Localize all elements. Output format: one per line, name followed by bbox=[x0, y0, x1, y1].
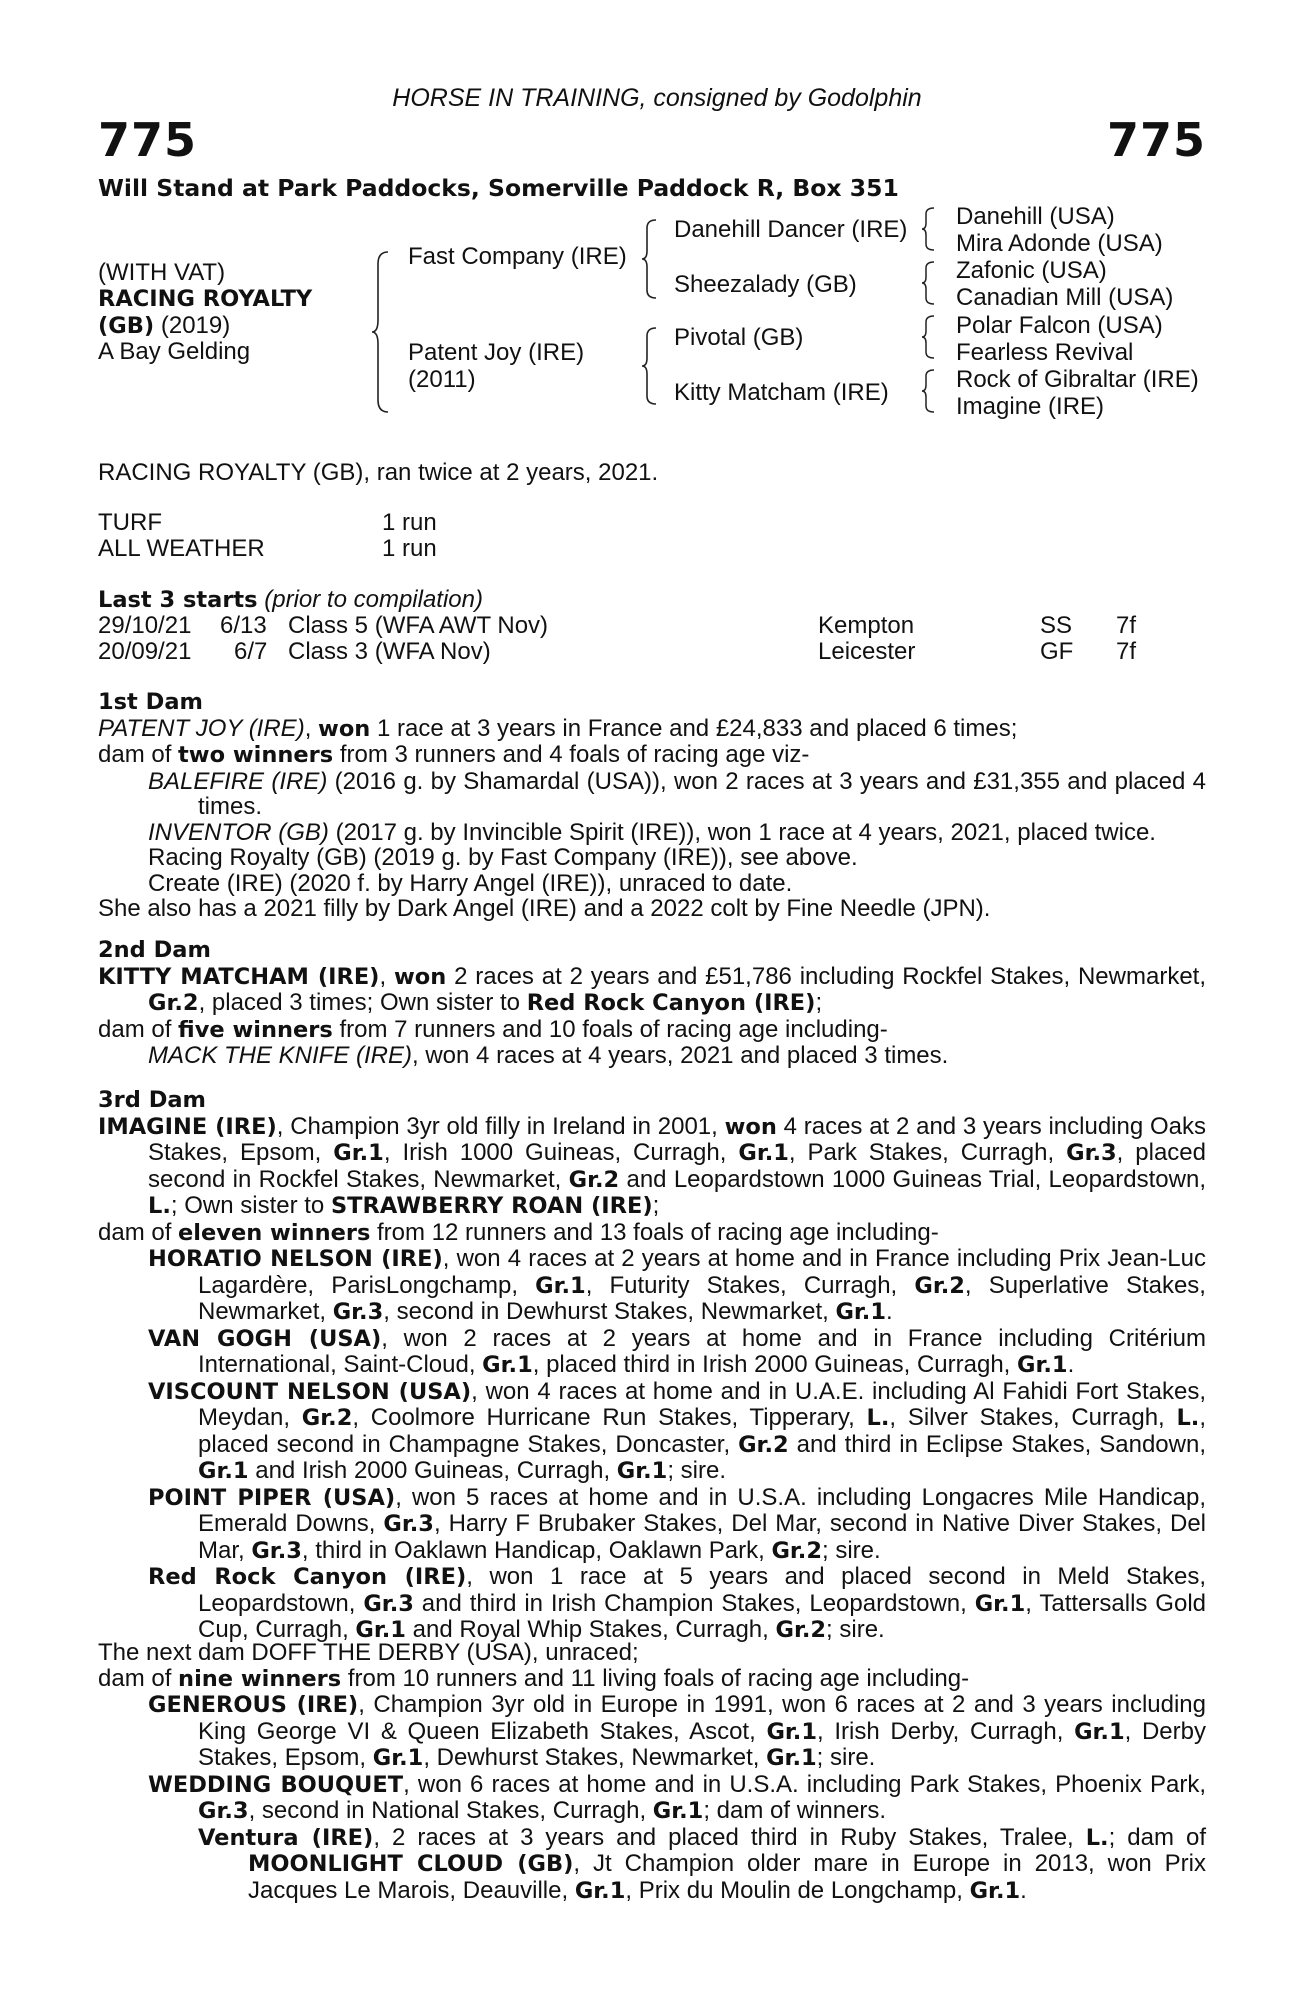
progeny-van-gogh: VAN GOGH (USA), won 2 races at 2 years at home and in France including Critérium International, Saint-Cloud, Gr.1, placed third in Irish 2000 Guineas, Curragh, Gr.1. bbox=[148, 1324, 1206, 1378]
horse-name: RACING ROYALTY bbox=[98, 285, 313, 312]
stand-location: Will Stand at Park Paddocks, Somerville Paddock R, Box 351 bbox=[98, 174, 899, 202]
pedigree-sss: Danehill (USA) bbox=[956, 203, 1115, 230]
record-turf-surface: TURF bbox=[98, 509, 162, 536]
progeny-name: BALEFIRE (IRE) bbox=[148, 767, 328, 795]
winners-count: eleven winners bbox=[178, 1219, 371, 1246]
progeny-name: HORATIO NELSON (IRE) bbox=[148, 1246, 443, 1272]
produce-text: from 3 runners and 4 foals of racing age viz- bbox=[333, 741, 810, 768]
race-summary: RACING ROYALTY (GB), ran twice at 2 years, 2021. bbox=[98, 459, 659, 486]
last-starts-note: (prior to compilation) bbox=[264, 586, 483, 613]
last-starts-heading bbox=[98, 587, 483, 614]
second-dam-heading: 2nd Dam bbox=[98, 937, 211, 963]
start-row-1-dist: 7f bbox=[1116, 612, 1137, 639]
first-dam-heading: 1st Dam bbox=[98, 689, 203, 715]
progeny-name: INVENTOR (GB) bbox=[148, 818, 329, 846]
progeny-text: (2017 g. by Invincible Spirit (IRE)), won 1 race at 4 years, 2021, placed twice. bbox=[328, 818, 1156, 846]
progeny-mack-the-knife: MACK THE KNIFE (IRE), won 4 races at 4 years, 2021 and placed 3 times. bbox=[148, 1042, 949, 1069]
pedigree-brace-dam bbox=[640, 326, 658, 406]
horse-identity bbox=[98, 260, 312, 365]
dam-of-label: dam of bbox=[98, 741, 179, 768]
third-dam-name: IMAGINE (IRE) bbox=[98, 1113, 277, 1140]
start-row-2-course: Leicester bbox=[818, 638, 916, 665]
horse-description: A Bay Gelding bbox=[98, 338, 251, 365]
record-turf-runs: 1 run bbox=[382, 509, 437, 536]
third-dam-record: IMAGINE (IRE), Champion 3yr old filly in Ireland in 2001, won 4 races at 2 and 3 years including Oaks Stakes, Epsom, Gr.1, Irish 1000 Guineas, Curragh, Gr.1, Park Stakes, Curragh, Gr.3, placed second in Rockfel Stakes, Newmarket, Gr.2 and Leopardstown 1000 Guineas Trial, Leopardstown, L.; Own sister to STRAWBERRY ROAN (IRE); bbox=[98, 1112, 1206, 1219]
start-row-2-dist: 7f bbox=[1116, 638, 1137, 665]
progeny-red-rock-canyon: Red Rock Canyon (IRE), won 1 race at 5 years and placed second in Meld Stakes, Leopardstown, Gr.3 and third in Irish Champion Stakes, Leopardstown, Gr.1, Tattersalls Gold Cup, Curragh, Gr.1 and Royal Whip Stakes, Curragh, Gr.2; sire. bbox=[148, 1563, 1207, 1643]
lot-number-left: 775 bbox=[98, 113, 198, 167]
horse-name-origin-year bbox=[98, 313, 312, 340]
pedigree-brace-main bbox=[370, 250, 390, 414]
pedigree-sdd: Canadian Mill (USA) bbox=[956, 284, 1174, 311]
progeny-name: MACK THE KNIFE (IRE) bbox=[148, 1042, 413, 1069]
pedigree-brace-dd bbox=[920, 368, 936, 414]
second-dam-produce: dam of five winners from 7 runners and 10 foals of racing age including- bbox=[98, 1015, 888, 1043]
progeny-name: MOONLIGHT CLOUD (GB) bbox=[248, 1851, 574, 1877]
lot-number-right: 775 bbox=[1106, 113, 1206, 167]
progeny-name: VAN GOGH (USA) bbox=[148, 1325, 382, 1352]
pedigree-dds: Rock of Gibraltar (IRE) bbox=[956, 366, 1199, 393]
progeny-create: Create (IRE) (2020 f. by Harry Angel (IRE)), unraced to date. bbox=[148, 869, 793, 897]
pedigree-ddd: Imagine (IRE) bbox=[956, 393, 1105, 420]
first-dam-name: PATENT JOY (IRE) bbox=[98, 714, 305, 742]
start-row-1-date: 29/10/21 bbox=[98, 612, 192, 639]
progeny-name: GENEROUS (IRE) bbox=[148, 1692, 359, 1718]
horse-year: (2019) bbox=[160, 311, 231, 339]
first-dam-section bbox=[98, 690, 1206, 922]
pedigree-sds: Zafonic (USA) bbox=[956, 257, 1107, 284]
next-dam-section bbox=[98, 1640, 1206, 1904]
start-row-1-course: Kempton bbox=[818, 612, 915, 639]
record-aw-surface: ALL WEATHER bbox=[98, 535, 265, 562]
progeny-name: WEDDING BOUQUET bbox=[148, 1771, 404, 1798]
second-dam-name: KITTY MATCHAM (IRE) bbox=[98, 963, 380, 990]
progeny-wedding-bouquet: WEDDING BOUQUET, won 6 races at home and in U.S.A. including Park Stakes, Phoenix Park, Gr.3, second in National Stakes, Curragh, Gr.1; dam of winners. bbox=[148, 1770, 1207, 1824]
start-row-1-going: SS bbox=[1040, 612, 1073, 639]
third-dam-section bbox=[98, 1088, 1206, 1644]
next-dam-produce: dam of nine winners from 10 runners and 11 living foals of racing age including- bbox=[98, 1664, 970, 1692]
progeny-name: POINT PIPER (USA) bbox=[148, 1484, 396, 1511]
pedigree-dam-dam: Kitty Matcham (IRE) bbox=[674, 379, 889, 406]
pedigree-dss: Polar Falcon (USA) bbox=[956, 312, 1163, 339]
start-row-2-date: 20/09/21 bbox=[98, 638, 192, 665]
progeny-name: VISCOUNT NELSON (USA) bbox=[148, 1378, 472, 1405]
catalogue-header: HORSE IN TRAINING, consigned by Godolphin bbox=[392, 84, 922, 112]
progeny-ventura: Ventura (IRE), 2 races at 3 years and placed third in Ruby Stakes, Tralee, L.; dam of MOONLIGHT CLOUD (GB), Jt Champion older mare in Europe in 2013, won Prix Jacques Le Marois, Deauville, Gr.1, Prix du Moulin de Longchamp, Gr.1. bbox=[198, 1823, 1206, 1904]
start-row-2-race: Class 3 (WFA Nov) bbox=[288, 638, 491, 665]
winners-count: five winners bbox=[178, 1016, 333, 1043]
second-dam-section bbox=[98, 938, 1206, 1069]
won-label: won bbox=[318, 715, 371, 742]
pedigree-brace-sire bbox=[640, 218, 658, 300]
vat-note: (WITH VAT) bbox=[98, 259, 226, 286]
start-row-2-pos: 6/7 bbox=[234, 638, 268, 665]
pedigree-dsd: Fearless Revival bbox=[956, 339, 1134, 366]
progeny-name: Red Rock Canyon (IRE) bbox=[148, 1564, 467, 1590]
start-row-1-race: Class 5 (WFA AWT Nov) bbox=[288, 612, 549, 639]
progeny-text: (2016 g. by Shamardal (USA)), won 2 races at 3 years and £31,355 and placed 4 times. bbox=[198, 767, 1207, 820]
pedigree-sire: Fast Company (IRE) bbox=[408, 243, 627, 270]
first-dam-record: PATENT JOY (IRE), won 1 race at 3 years in France and £24,833 and placed 6 times; bbox=[98, 714, 1018, 742]
pedigree-sire-sire: Danehill Dancer (IRE) bbox=[674, 216, 908, 243]
first-dam-text: 1 race at 3 years in France and £24,833 and placed 6 times; bbox=[370, 714, 1018, 742]
second-dam-record: KITTY MATCHAM (IRE), won 2 races at 2 years and £51,786 including Rockfel Stakes, Newmarket, Gr.2, placed 3 times; Own sister to Red Rock Canyon (IRE); bbox=[98, 962, 1207, 1016]
pedigree-brace-ds bbox=[920, 314, 936, 360]
pedigree-ssd: Mira Adonde (USA) bbox=[956, 230, 1163, 257]
pedigree-dam-year: (2011) bbox=[408, 366, 476, 393]
progeny-inventor bbox=[98, 820, 1206, 846]
pedigree-brace-sd bbox=[920, 260, 936, 306]
next-dam-line: The next dam DOFF THE DERBY (USA), unraced; bbox=[98, 1639, 639, 1666]
progeny-viscount-nelson: VISCOUNT NELSON (USA), won 4 races at home and in U.A.E. including Al Fahidi Fort Stakes, Meydan, Gr.2, Coolmore Hurricane Run Stakes, Tipperary, L., Silver Stakes, Curragh, L., placed second in Champagne Stakes, Doncaster, Gr.2 and third in Eclipse Stakes, Sandown, Gr.1 and Irish 2000 Guineas, Curragh, Gr.1; sire. bbox=[148, 1377, 1207, 1484]
pedigree-sire-dam: Sheezalady (GB) bbox=[674, 271, 857, 298]
progeny-racing-royalty: Racing Royalty (GB) (2019 g. by Fast Company (IRE)), see above. bbox=[148, 844, 858, 871]
record-aw-runs: 1 run bbox=[382, 535, 437, 562]
third-dam-produce: dam of eleven winners from 12 runners and 13 foals of racing age including- bbox=[98, 1218, 939, 1246]
third-dam-heading: 3rd Dam bbox=[98, 1087, 206, 1113]
start-row-2-going: GF bbox=[1040, 638, 1074, 665]
won-label: won bbox=[393, 963, 447, 990]
progeny-horatio-nelson: HORATIO NELSON (IRE), won 4 races at 2 years at home and in France including Prix Jean-Luc Lagardère, ParisLongchamp, Gr.1, Futurity Stakes, Curragh, Gr.2, Superlative Stakes, Newmarket, Gr.3, second in Dewhurst Stakes, Newmarket, Gr.1. bbox=[148, 1245, 1207, 1325]
progeny-point-piper: POINT PIPER (USA), won 5 races at home and in U.S.A. including Longacres Mile Handicap, Emerald Downs, Gr.3, Harry F Brubaker Stakes, Del Mar, second in Native Diver Stakes, Del Mar, Gr.3, third in Oaklawn Handicap, Oaklawn Park, Gr.2; sire. bbox=[148, 1483, 1206, 1564]
progeny-name: Ventura (IRE) bbox=[198, 1824, 374, 1851]
first-dam-produce bbox=[98, 742, 1206, 769]
last-starts-title: Last 3 starts bbox=[98, 587, 258, 613]
sister-name: STRAWBERRY ROAN (IRE) bbox=[330, 1193, 653, 1219]
start-row-1-pos: 6/13 bbox=[220, 612, 267, 639]
progeny-generous: GENEROUS (IRE), Champion 3yr old in Europe in 1991, won 6 races at 2 and 3 years including King George VI & Queen Elizabeth Stakes, Ascot, Gr.1, Irish Derby, Curragh, Gr.1, Derby Stakes, Epsom, Gr.1, Dewhurst Stakes, Newmarket, Gr.1; sire. bbox=[148, 1691, 1207, 1771]
winners-count: nine winners bbox=[178, 1665, 342, 1692]
first-dam-note: She also has a 2021 filly by Dark Angel (IRE) and a 2022 colt by Fine Needle (JPN). bbox=[98, 895, 991, 922]
pedigree-dam: Patent Joy (IRE) bbox=[408, 339, 585, 366]
pedigree-brace-ss bbox=[920, 206, 936, 252]
horse-origin: (GB) bbox=[98, 312, 155, 339]
pedigree-dam-sire: Pivotal (GB) bbox=[674, 324, 804, 351]
sister-name: Red Rock Canyon (IRE) bbox=[526, 990, 816, 1016]
winners-count: two winners bbox=[178, 742, 334, 768]
progeny-balefire bbox=[98, 769, 1206, 820]
